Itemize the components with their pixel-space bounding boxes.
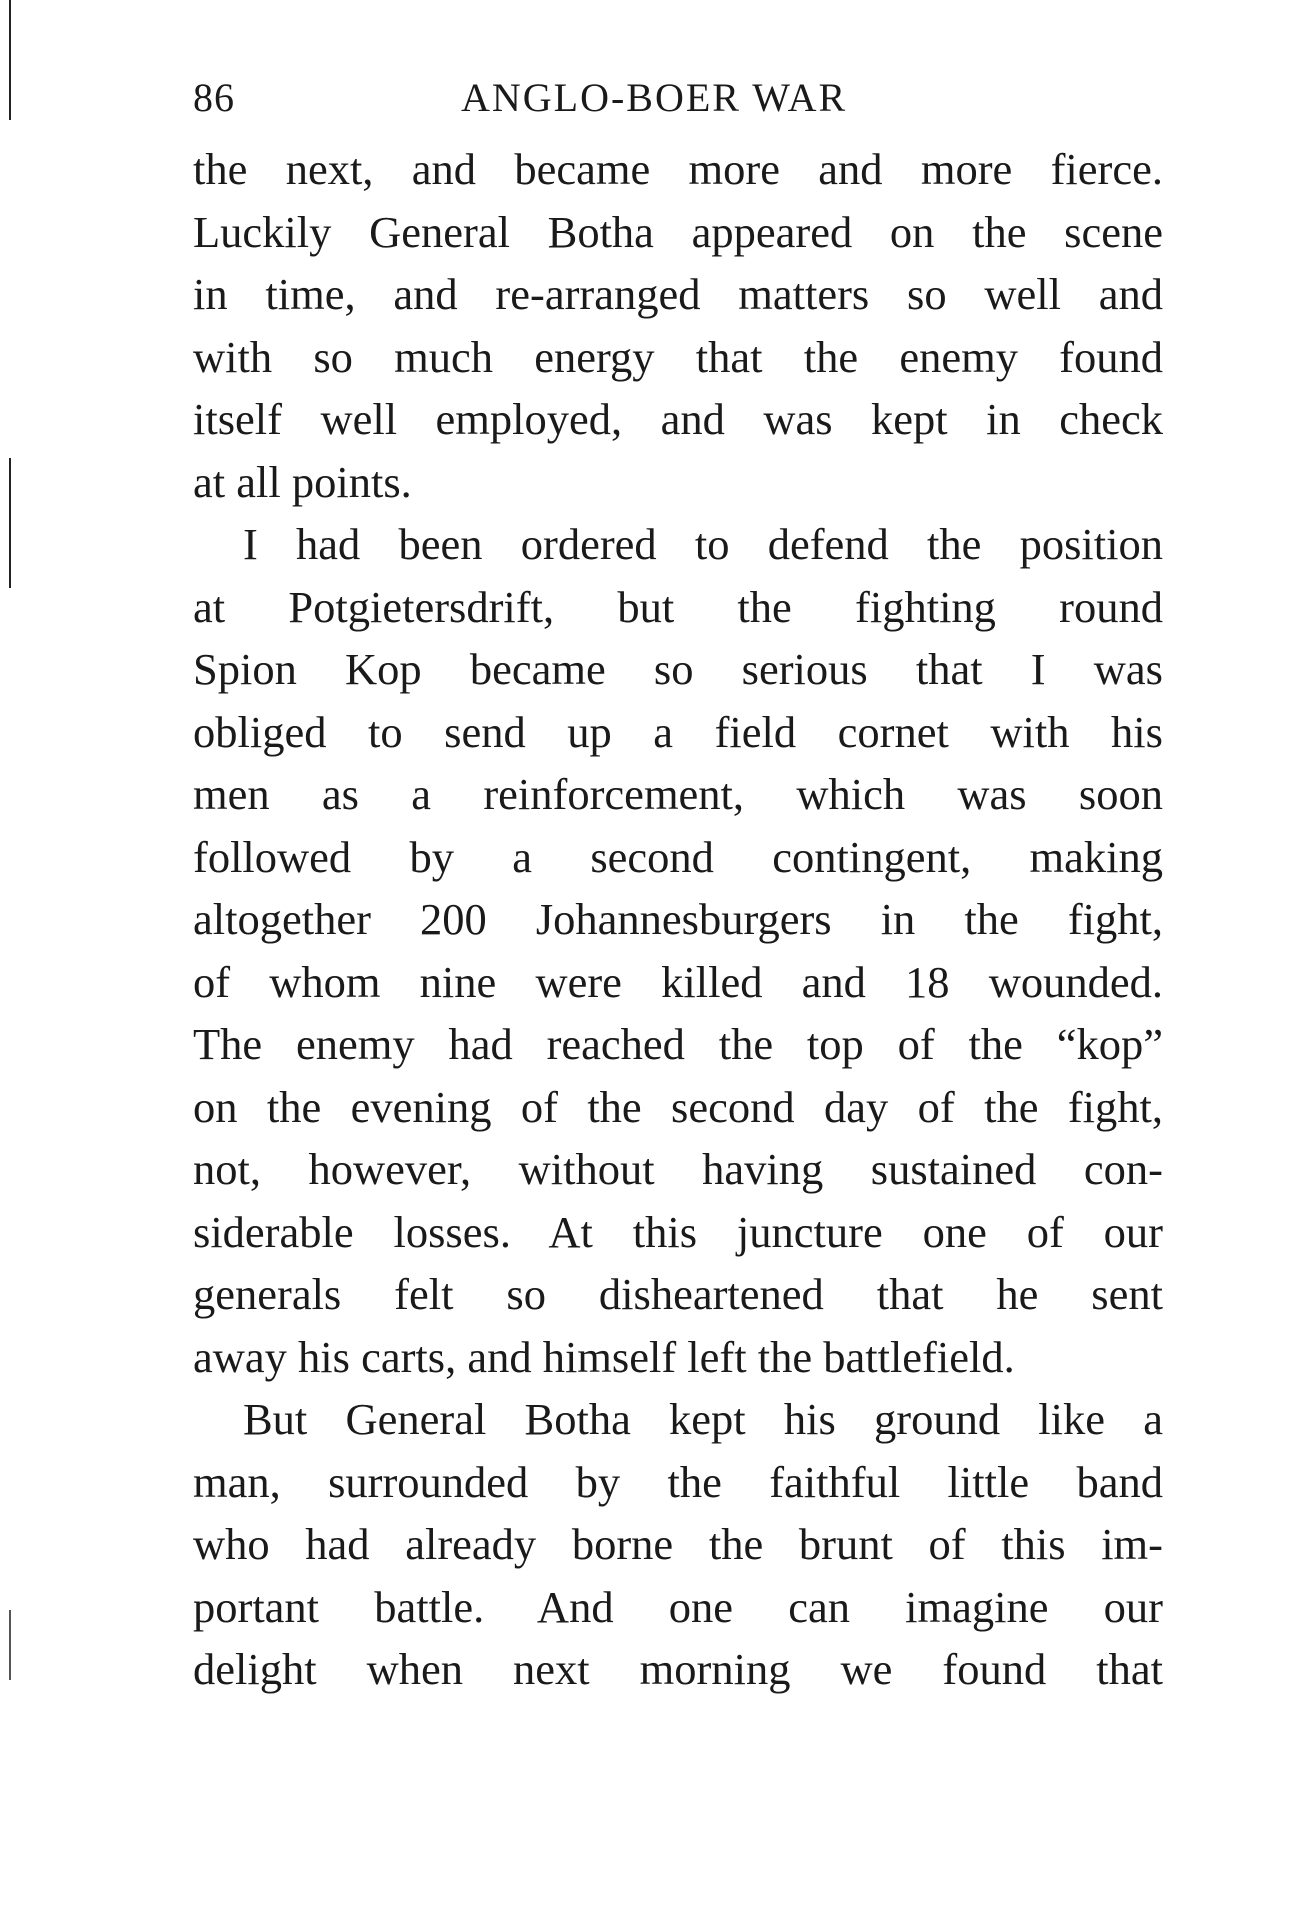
scan-edge-mark — [9, 458, 11, 588]
text-line: followed by a second contingent, making — [193, 831, 1163, 882]
text-line: obliged to send up a field cornet with his — [193, 706, 1163, 757]
text-line: The enemy had reached the top of the “kop” — [193, 1019, 1163, 1069]
text-line: in time, and re-arranged matters so well and — [193, 269, 1163, 319]
body-text — [193, 138, 1163, 1701]
text-line: at all points. — [193, 456, 412, 507]
text-line: generals felt so disheartened that he sent — [193, 1269, 1163, 1319]
scan-edge-mark — [9, 1610, 11, 1680]
running-title: ANGLO-BOER WAR — [461, 75, 848, 120]
text-line: with so much energy that the enemy found — [193, 331, 1163, 382]
text-line: Spion Kop became so serious that I was — [193, 644, 1163, 694]
text-line: Luckily General Botha appeared on the scene — [193, 206, 1163, 257]
text-line: of whom nine were killed and 18 wounded. — [193, 956, 1163, 1007]
running-head — [193, 66, 1173, 126]
text-line: delight when next morning we found that — [193, 1644, 1163, 1694]
text-line: altogether 200 Johannesburgers in the fight, — [193, 894, 1163, 944]
text-line: man, surrounded by the faithful little band — [193, 1456, 1163, 1507]
scan-edge-mark — [9, 0, 11, 120]
text-line: the next, and became more and more fierce. — [193, 144, 1163, 194]
text-line: But General Botha kept his ground like a — [243, 1394, 1163, 1444]
text-line: who had already borne the brunt of this im- — [193, 1519, 1163, 1569]
text-line: siderable losses. At this juncture one of our — [193, 1206, 1163, 1257]
text-line: men as a reinforcement, which was soon — [193, 769, 1163, 819]
text-line: itself well employed, and was kept in check — [193, 394, 1163, 444]
text-line: on the evening of the second day of the fight, — [193, 1081, 1163, 1132]
text-line: portant battle. And one can imagine our — [193, 1581, 1163, 1632]
text-line: I had been ordered to defend the position — [243, 519, 1163, 569]
text-line: away his carts, and himself left the battlefield. — [193, 1331, 1015, 1382]
page-number: 86 — [193, 75, 235, 120]
text-line: not, however, without having sustained con- — [193, 1144, 1163, 1194]
text-line: at Potgietersdrift, but the fighting round — [193, 581, 1163, 632]
